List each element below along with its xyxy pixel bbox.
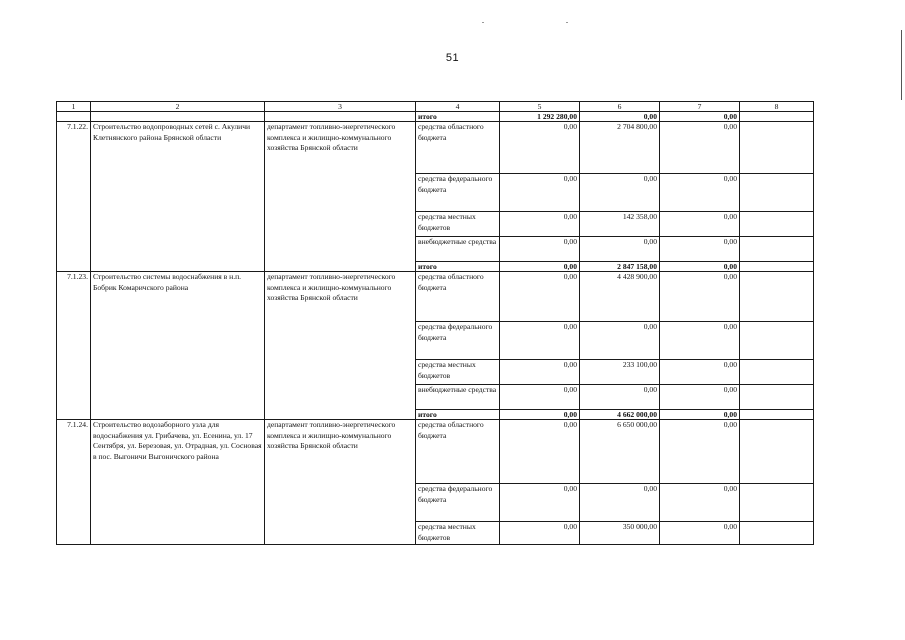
value-cell: 0,00	[500, 237, 580, 262]
value-cell: 4 428 900,00	[580, 272, 660, 322]
item-name: Строительство водопроводных сетей с. Акуличи Клетнянского района Брянской области	[91, 122, 265, 272]
value-cell: 0,00	[660, 237, 740, 262]
value-cell	[740, 262, 814, 272]
source-label: внебюджетные средства	[416, 385, 500, 410]
scan-speck	[482, 22, 484, 23]
value-cell: 0,00	[660, 174, 740, 212]
value-cell: 0,00	[500, 420, 580, 484]
value-cell: 0,00	[660, 385, 740, 410]
value-cell	[740, 522, 814, 545]
value-cell	[740, 484, 814, 522]
source-label: средства местных бюджетов	[416, 360, 500, 385]
item-executor: департамент топливно-энергетического комплекса и жилищно-коммунального хозяйства Брянской области	[265, 420, 416, 545]
value-cell: 0,00	[660, 322, 740, 360]
value-cell: 350 000,00	[580, 522, 660, 545]
column-header: 8	[740, 102, 814, 112]
value-cell: 0,00	[660, 410, 740, 420]
value-cell: 2 847 158,00	[580, 262, 660, 272]
item-executor: департамент топливно-энергетического комплекса и жилищно-коммунального хозяйства Брянской области	[265, 122, 416, 272]
value-cell: 0,00	[580, 322, 660, 360]
value-cell	[740, 212, 814, 237]
column-header: 5	[500, 102, 580, 112]
value-cell: 0,00	[500, 272, 580, 322]
executor-cell	[265, 112, 416, 122]
column-header: 7	[660, 102, 740, 112]
value-cell: 0,00	[660, 272, 740, 322]
source-label: средства местных бюджетов	[416, 212, 500, 237]
source-label: внебюджетные средства	[416, 237, 500, 262]
value-cell	[740, 174, 814, 212]
table-row	[57, 122, 814, 174]
value-cell: 0,00	[660, 360, 740, 385]
value-cell: 0,00	[580, 237, 660, 262]
margin-rule	[901, 30, 902, 100]
value-cell: 0,00	[500, 174, 580, 212]
column-header: 2	[91, 102, 265, 112]
table-row	[57, 272, 814, 322]
value-cell: 1 292 280,00	[500, 112, 580, 122]
value-cell: 0,00	[660, 262, 740, 272]
value-cell: 0,00	[580, 112, 660, 122]
item-name: Строительство системы водоснабжения в н.п. Бобрик Комаричского района	[91, 272, 265, 420]
column-header: 1	[57, 102, 91, 112]
value-cell: 0,00	[500, 212, 580, 237]
source-label: средства федерального бюджета	[416, 484, 500, 522]
source-label: средства федерального бюджета	[416, 322, 500, 360]
column-header: 6	[580, 102, 660, 112]
value-cell: 0,00	[660, 112, 740, 122]
carryover-total-row	[57, 112, 814, 122]
table-row	[57, 420, 814, 484]
value-cell: 0,00	[660, 122, 740, 174]
column-number-row	[57, 102, 814, 112]
value-cell	[740, 410, 814, 420]
source-label: средства областного бюджета	[416, 272, 500, 322]
total-label: итого	[416, 410, 500, 420]
value-cell	[740, 272, 814, 322]
item-code: 7.1.22.	[57, 122, 91, 272]
value-cell: 0,00	[660, 484, 740, 522]
value-cell: 0,00	[500, 522, 580, 545]
value-cell: 0,00	[500, 262, 580, 272]
total-label: итого	[416, 112, 500, 122]
total-label: итого	[416, 262, 500, 272]
item-executor: департамент топливно-энергетического комплекса и жилищно-коммунального хозяйства Брянской области	[265, 272, 416, 420]
source-label: средства областного бюджета	[416, 122, 500, 174]
code-cell	[57, 112, 91, 122]
item-name: Строительство водозаборного узла для водоснабжения ул. Грибачева, ул. Есенина, ул. 17 Сентября, ул. Березовая, ул. Отрадная, ул. Сосновая в пос. Выгоничи Выгоничского района	[91, 420, 265, 545]
value-cell	[740, 122, 814, 174]
name-cell	[91, 112, 265, 122]
value-cell: 4 662 000,00	[580, 410, 660, 420]
value-cell: 0,00	[500, 484, 580, 522]
column-header: 4	[416, 102, 500, 112]
value-cell: 0,00	[580, 385, 660, 410]
value-cell: 0,00	[660, 522, 740, 545]
value-cell: 0,00	[500, 122, 580, 174]
value-cell	[740, 420, 814, 484]
value-cell: 0,00	[500, 322, 580, 360]
value-cell: 0,00	[580, 484, 660, 522]
scan-speck	[566, 22, 568, 23]
item-code: 7.1.23.	[57, 272, 91, 420]
value-cell: 0,00	[500, 360, 580, 385]
value-cell: 0,00	[500, 385, 580, 410]
page-number: 51	[445, 52, 460, 64]
item-code: 7.1.24.	[57, 420, 91, 545]
column-header: 3	[265, 102, 416, 112]
value-cell	[740, 322, 814, 360]
value-cell: 0,00	[580, 174, 660, 212]
value-cell: 233 100,00	[580, 360, 660, 385]
value-cell: 2 704 800,00	[580, 122, 660, 174]
source-label: средства федерального бюджета	[416, 174, 500, 212]
value-cell: 0,00	[660, 212, 740, 237]
value-cell	[740, 237, 814, 262]
value-cell: 142 358,00	[580, 212, 660, 237]
value-cell: 0,00	[500, 410, 580, 420]
budget-table	[56, 101, 814, 545]
value-cell: 6 650 000,00	[580, 420, 660, 484]
value-cell: 0,00	[660, 420, 740, 484]
value-cell	[740, 385, 814, 410]
value-cell	[740, 112, 814, 122]
value-cell	[740, 360, 814, 385]
source-label: средства областного бюджета	[416, 420, 500, 484]
source-label: средства местных бюджетов	[416, 522, 500, 545]
